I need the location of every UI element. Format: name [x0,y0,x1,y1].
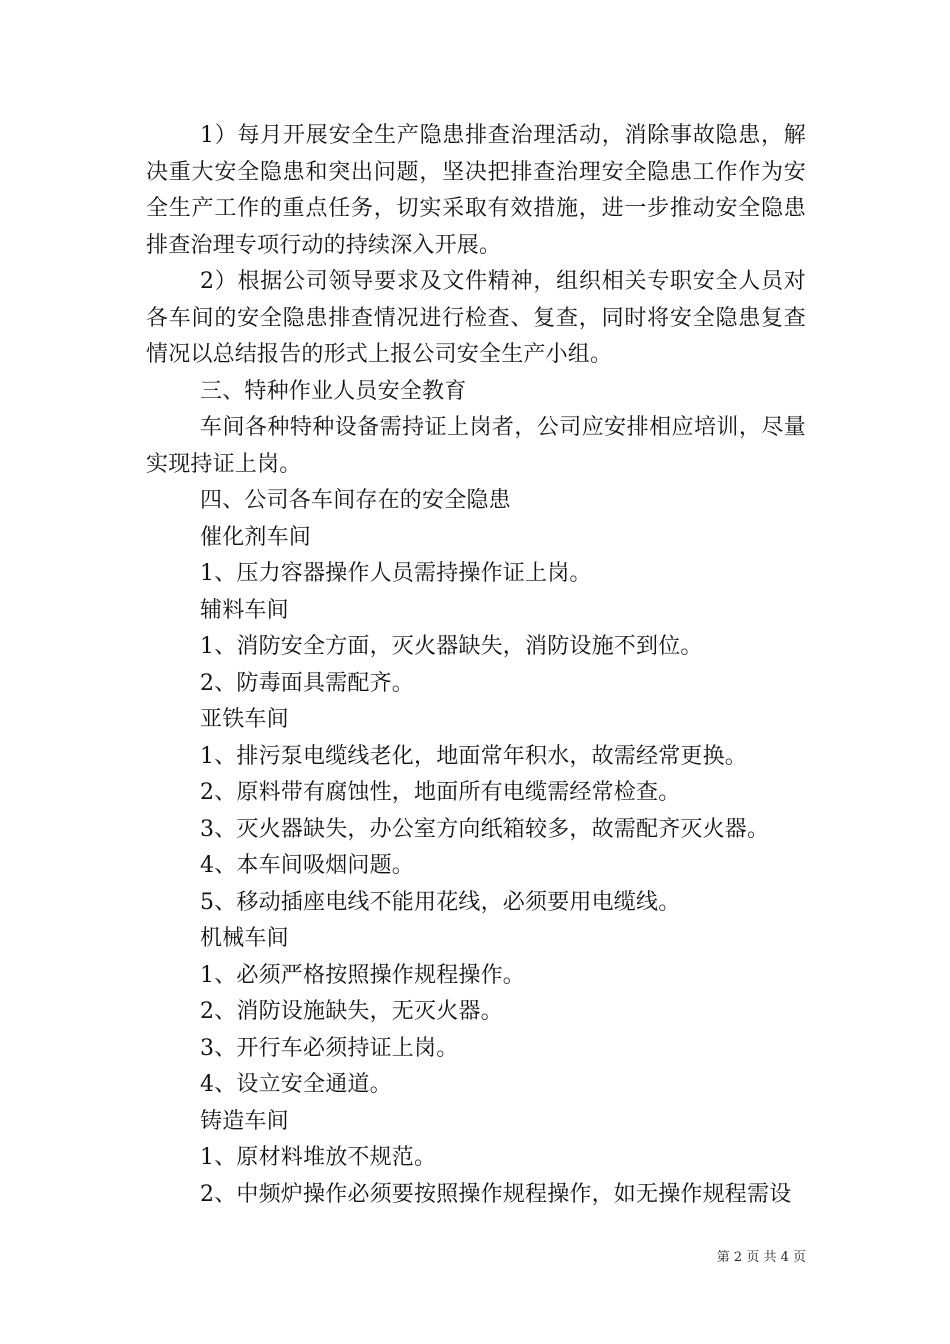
list-item: 4、本车间吸烟问题。 [200,853,414,878]
list-item: 2、原料带有腐蚀性，地面所有电缆需经常检查。 [200,780,681,805]
list-item: 1、压力容器操作人员需持操作证上岗。 [200,561,592,586]
list-item: 1、排污泵电缆线老化，地面常年积水，故需经常更换。 [200,743,747,769]
workshop-heading: 辅料车间 [200,597,289,623]
list-item: 5、移动插座电线不能用花线，必须要用电缆线。 [200,889,681,915]
page-number: 第 2 页 共 4 页 [716,1250,806,1265]
list-item: 4、设立安全通道。 [200,1072,392,1097]
list-item: 1、消防安全方面，灭火器缺失，消防设施不到位。 [200,634,703,659]
list-item: 2、中频炉操作必须要按照操作规程操作，如无操作规程需设 [200,1181,792,1207]
paragraph: 车间各种特种设备需持证上岗者，公司应安排相应培训，尽量实现持证上岗。 [146,415,806,477]
list-item: 2、防毒面具需配齐。 [200,670,414,696]
workshop-heading: 亚铁车间 [200,707,289,732]
list-item: 1、必须严格按照操作规程操作。 [200,962,525,988]
list-item: 3、灭火器缺失，办公室方向纸箱较多，故需配齐灭火器。 [200,816,770,842]
section-heading: 三、特种作业人员安全教育 [200,378,467,404]
paragraph: 2）根据公司领导要求及文件精神，组织相关专职安全人员对各车间的安全隐患排查情况进行检查、复查，同时将安全隐患复查情况以总结报告的形式上报公司安全生产小组。 [146,269,806,367]
workshop-heading: 机械车间 [200,926,289,951]
list-item: 3、开行车必须持证上岗。 [200,1035,459,1061]
workshop-heading: 催化剂车间 [200,524,312,550]
list-item: 2、消防设施缺失，无灭火器。 [200,999,503,1024]
list-item: 1、原材料堆放不规范。 [200,1145,437,1170]
paragraph: 1）每月开展安全生产隐患排查治理活动，消除事故隐患，解决重大安全隐患和突出问题，坚决把排查治理安全隐患工作作为安全生产工作的重点任务，切实采取有效措施，进一步推动安全隐患排查治理专项行动的持续深入开展。 [146,123,806,258]
document-body [146,118,806,1213]
workshop-heading: 铸造车间 [200,1108,289,1134]
section-heading: 四、公司各车间存在的安全隐患 [200,488,511,513]
